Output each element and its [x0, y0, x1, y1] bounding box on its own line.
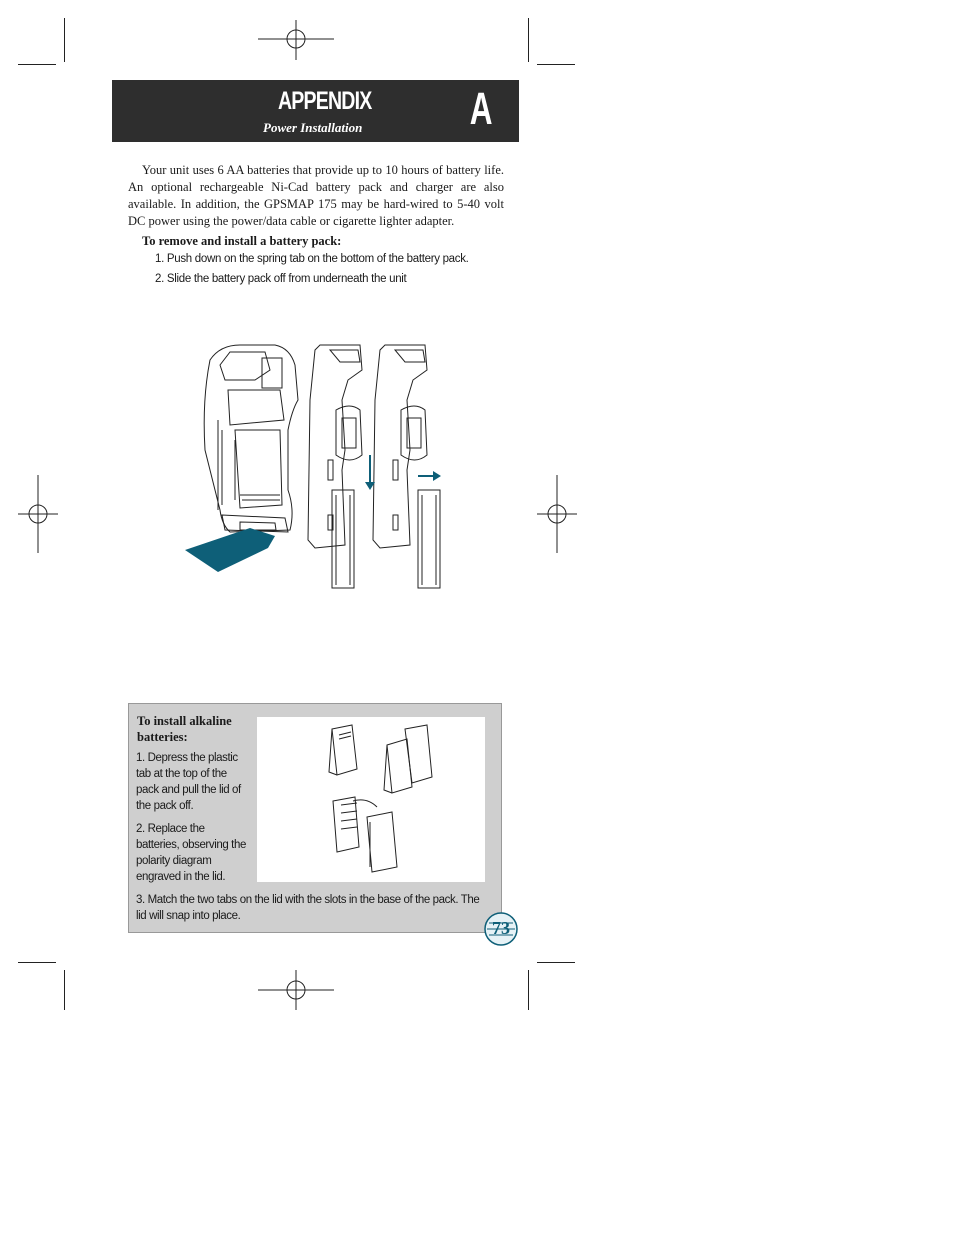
battery-removal-illustration [180, 340, 460, 595]
crop-mark [64, 18, 65, 62]
crop-mark [64, 970, 65, 1010]
crop-mark [528, 970, 529, 1010]
alkaline-step: 3. Match the two tabs on the lid with the slots in the base of the pack. The lid will snap into place. [136, 894, 480, 922]
page-title: APPENDIX [278, 87, 372, 115]
alkaline-step: 2. Replace the batteries, observing the polarity diagram engraved in the lid. [136, 823, 246, 883]
alkaline-pack-illustration [257, 717, 485, 882]
section-subtitle: Power Installation [263, 120, 363, 135]
registration-target-icon [258, 970, 334, 1010]
appendix-letter: A [469, 83, 492, 134]
procedure-heading: To remove and install a battery pack: [142, 234, 342, 248]
registration-target-icon [258, 20, 334, 60]
alkaline-heading: To install alkaline batteries: [137, 714, 232, 744]
registration-target-icon [18, 475, 58, 553]
crop-mark [537, 64, 575, 65]
page-number: 73 [492, 918, 510, 938]
intro-paragraph: Your unit uses 6 AA batteries that provide up to 10 hours of battery life. An optional rechargeable Ni-Cad battery pack and charger are also available. In addition, the GPSMAP 175 may be hard-wired to 5-40 volt DC power using the power/data cable or cigarette lighter adapter. [128, 163, 504, 228]
procedure-step: 1. Push down on the spring tab on the bottom of the battery pack. [155, 253, 469, 265]
appendix-header [112, 80, 519, 142]
crop-mark [537, 962, 575, 963]
crop-mark [18, 962, 56, 963]
crop-mark [528, 18, 529, 62]
arrow-icon [185, 455, 441, 572]
alkaline-step: 1. Depress the plastic tab at the top of the pack and pull the lid of the pack off. [136, 752, 241, 812]
page-number-badge [483, 911, 519, 947]
procedure-step: 2. Slide the battery pack off from underneath the unit [155, 273, 407, 285]
registration-target-icon [537, 475, 577, 553]
crop-mark [18, 64, 56, 65]
